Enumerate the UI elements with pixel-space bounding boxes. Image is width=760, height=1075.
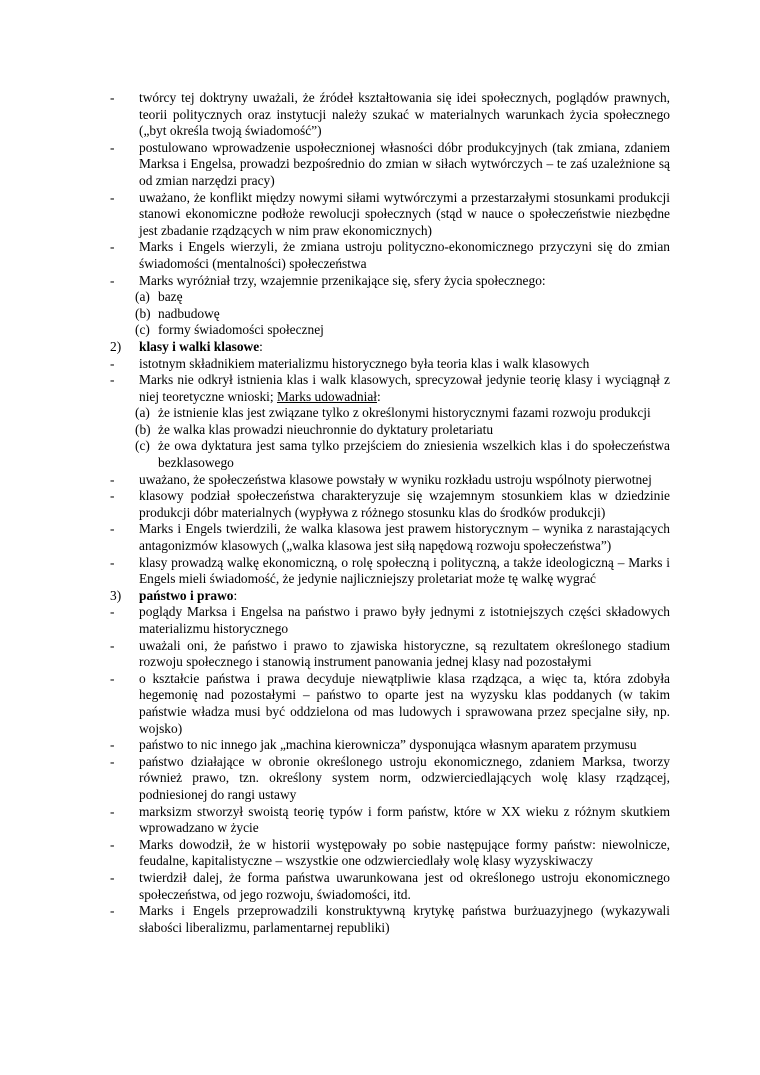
list-item bbox=[110, 273, 670, 290]
list-item bbox=[110, 837, 670, 870]
sub-list-text: że walka klas prowadzi nieuchronnie do dyktatury proletariatu bbox=[158, 421, 494, 437]
bullet-dash: - bbox=[110, 670, 115, 686]
sub-list-item bbox=[110, 405, 670, 422]
list-item-text: twierdził dalej, że forma państwa uwarunkowana jest od określonego ustroju ekonomicznego społeczeństwa, od jego rozwoju, świadomości, itd. bbox=[139, 869, 670, 902]
list-item bbox=[110, 356, 670, 373]
bullet-dash: - bbox=[110, 372, 115, 388]
bullet-dash: - bbox=[110, 521, 115, 537]
list-item bbox=[110, 521, 670, 554]
list-item bbox=[110, 488, 670, 521]
list-item bbox=[110, 671, 670, 737]
underlined-phrase: Marks udowadniał bbox=[276, 388, 378, 404]
bullet-dash: - bbox=[110, 90, 115, 105]
list-item bbox=[110, 90, 670, 140]
bullet-dash: - bbox=[110, 488, 115, 504]
bullet-dash: - bbox=[110, 604, 115, 620]
list-item-text: poglądy Marksa i Engelsa na państwo i prawo były jednymi z istotniejszych części składowych materializmu historycznego bbox=[139, 604, 670, 636]
list-item-text: uważano, że społeczeństwa klasowe powstały w wyniku rozkładu ustroju wspólnoty pierwotnej bbox=[139, 471, 652, 487]
sub-list-text: że istnienie klas jest związane tylko z określonymi historycznymi fazami rozwoju produkcji bbox=[158, 405, 651, 421]
bullet-dash: - bbox=[110, 903, 115, 919]
list-item bbox=[110, 870, 670, 903]
bullet-dash: - bbox=[110, 272, 115, 288]
list-item-text: państwo działające w obronie określonego ustroju ekonomicznego, zdaniem Marksa, tworzy również prawo, tzn. określony system norm, odzwierciedlających wolę klasy rządzącej, podniesionej do rangi ustawy bbox=[139, 753, 670, 802]
list-item bbox=[110, 239, 670, 272]
list-item bbox=[110, 190, 670, 240]
list-item bbox=[110, 140, 670, 190]
bullet-dash: - bbox=[110, 753, 115, 769]
list-item-colon: : bbox=[377, 388, 381, 404]
section-heading bbox=[110, 339, 670, 356]
list-item bbox=[110, 472, 670, 489]
bullet-dash: - bbox=[110, 803, 115, 819]
sub-list-item bbox=[110, 438, 670, 471]
list-item bbox=[110, 372, 670, 405]
list-item bbox=[110, 555, 670, 588]
list-item-text: twórcy tej doktryny uważali, że źródeł kształtowania się idei społecznych, poglądów prawnych, teorii politycznych oraz instytucji należy szukać w materialnych warunkach życia społecznego („byt określa twoją świadomość”) bbox=[139, 90, 670, 139]
sub-list-letter: (c) bbox=[135, 438, 150, 454]
section-number: 2) bbox=[110, 338, 122, 354]
bullet-dash: - bbox=[110, 836, 115, 852]
sub-list-item bbox=[110, 422, 670, 439]
list-item-text: o kształcie państwa i prawa decyduje niewątpliwie klasa rządząca, a więc ta, która zdobyła hegemonię nad pozostałymi – państwo to oparte jest na wyzysku klas poddanych (w takim państwie władza musi być oddzielona od mas ludowych i sprawowana przez specjalne siły, np. wojsko) bbox=[139, 670, 670, 736]
list-item-text: Marks nie odkrył istnienia klas i walk klasowych, sprecyzował jedynie teorię klasy i wyciągnął z niej teoretyczne wnioski; bbox=[139, 372, 670, 404]
list-item-text: Marks i Engels twierdzili, że walka klasowa jest prawem historycznym – wynika z narastających antagonizmów klasowych („walka klasowa jest siłą napędową rozwoju społeczeństwa”) bbox=[139, 521, 670, 554]
list-item-text: uważali oni, że państwo i prawo to zjawiska historyczne, są rezultatem określonego stadium rozwoju społecznego i stanowią instrument panowania jednej klasy nad pozostałymi bbox=[139, 637, 670, 670]
section-title-colon: : bbox=[259, 338, 263, 354]
sub-list-item bbox=[110, 289, 670, 306]
list-item-text: Marks dowodził, że w historii występowały po sobie następujące formy państw: niewolnicze, feudalne, kapitalistyczne – wszystkie one odzwierciedlały wolę klasy wyzyskiwaczy bbox=[139, 836, 670, 869]
section-title-colon: : bbox=[233, 587, 238, 603]
sub-list-text: że owa dyktatura jest sama tylko przejściem do zniesienia wszelkich klas i do społeczeństwa bezklasowego bbox=[158, 438, 670, 471]
list-item-text: postulowano wprowadzenie uspołecznionej własności dóbr produkcyjnych (tak zmiana, zdaniem Marksa i Engelsa, prowadzi bezpośrednio do zmian w siłach wytwórczych – te zaś uzależnione są od zmian narzędzi pracy) bbox=[139, 139, 670, 188]
list-item-text: klasy prowadzą walkę ekonomiczną, o rolę społeczną i polityczną, a także ideologiczną – Marks i Engels mieli świadomość, że jedynie najliczniejszy proletariat może tę walkę wygrać bbox=[139, 554, 670, 587]
list-item bbox=[110, 804, 670, 837]
list-item-text: Marks i Engels wierzyli, że zmiana ustroju polityczno-ekonomicznego przyczyni się do zmian świadomości (mentalności) społeczeństwa bbox=[139, 239, 670, 271]
bullet-dash: - bbox=[110, 637, 115, 653]
bullet-dash: - bbox=[110, 869, 115, 885]
sub-list-letter: (b) bbox=[135, 305, 151, 321]
section-title: klasy i walki klasowe bbox=[139, 338, 260, 354]
list-item bbox=[110, 903, 670, 936]
bullet-dash: - bbox=[110, 239, 115, 255]
list-item bbox=[110, 754, 670, 804]
bullet-dash: - bbox=[110, 554, 115, 570]
list-item-text: Marks i Engels przeprowadzili konstruktywną krytykę państwa burżuazyjnego (wykazywali słabości liberalizmu, parlamentarnej republiki) bbox=[139, 903, 670, 935]
section-number: 3) bbox=[110, 587, 122, 603]
sub-list-letter: (a) bbox=[135, 289, 150, 305]
list-item-text: istotnym składnikiem materializmu historycznego była teoria klas i walk klasowych bbox=[139, 355, 590, 371]
bullet-dash: - bbox=[110, 471, 115, 487]
list-item-text: uważano, że konflikt między nowymi siłami wytwórczymi a przestarzałymi stosunkami produkcji stanowi ekonomiczne podłoże rewolucji społecznych (stąd w nauce o społeczeństwie niezbędne jest zbadanie rządzących w nim praw ekonomicznych) bbox=[139, 189, 670, 238]
sub-list-text: bazę bbox=[158, 289, 183, 305]
document-content bbox=[110, 90, 670, 936]
sub-list-letter: (c) bbox=[135, 322, 150, 338]
list-item bbox=[110, 604, 670, 637]
list-item bbox=[110, 737, 670, 754]
list-item-text: marksizm stworzył swoistą teorię typów i form państw, które w XX wieku z różnym skutkiem wprowadzano w życie bbox=[139, 803, 670, 836]
list-item-text: Marks wyróżniał trzy, wzajemnie przenikające się, sfery życia społecznego: bbox=[139, 272, 546, 288]
sub-list-text: nadbudowę bbox=[158, 305, 220, 321]
bullet-dash: - bbox=[110, 189, 115, 205]
section-heading bbox=[110, 588, 670, 605]
sub-list-item bbox=[110, 322, 670, 339]
list-item-text: państwo to nic innego jak „machina kierownicza” dysponująca własnym aparatem przymusu bbox=[139, 737, 637, 753]
sub-list-item bbox=[110, 306, 670, 323]
bullet-dash: - bbox=[110, 139, 115, 155]
list-item bbox=[110, 638, 670, 671]
sub-list-text: formy świadomości społecznej bbox=[158, 322, 324, 338]
sub-list-letter: (b) bbox=[135, 421, 151, 437]
list-item-text: klasowy podział społeczeństwa charakteryzuje się wzajemnym stosunkiem klas w dziedzinie produkcji dóbr materialnych (wypływa z różnego stosunku klas do środków produkcji) bbox=[139, 488, 670, 520]
bullet-dash: - bbox=[110, 355, 115, 371]
sub-list-letter: (a) bbox=[135, 405, 150, 421]
section-title: państwo i prawo bbox=[139, 587, 234, 603]
bullet-dash: - bbox=[110, 737, 115, 753]
